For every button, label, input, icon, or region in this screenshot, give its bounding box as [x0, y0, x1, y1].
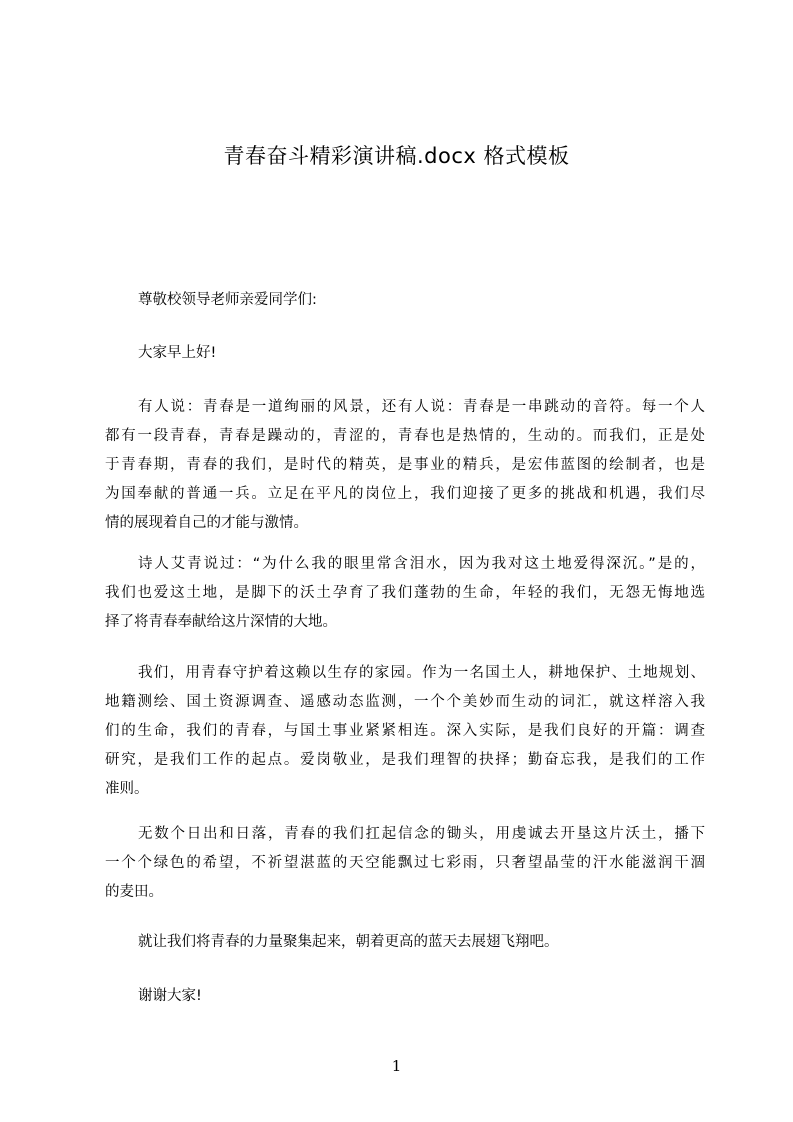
document-title: 青春奋斗精彩演讲稿.docx 格式模板 — [223, 144, 570, 168]
paragraph-line: 们的生命，我们的青春，与国土事业紧紧相连。深入实际，是我们良好的开篇：调查 — [105, 723, 705, 739]
paragraph-line: 一个个绿色的希望，不祈望湛蓝的天空能飘过七彩雨，只奢望晶莹的汗水能滋润干涸 — [105, 855, 705, 871]
paragraph-line: 地籍测绘、国土资源调查、遥感动态监测，一个个美妙而生动的词汇，就这样溶入我 — [105, 694, 705, 710]
paragraph-line: 我们也爱这土地，是脚下的沃土孕育了我们蓬勃的生命，年轻的我们，无怨无悔地选 — [105, 585, 705, 601]
paragraph-4 — [105, 820, 705, 907]
paragraph-line: 为国奉献的普通一兵。立足在平凡的岗位上，我们迎接了更多的挑战和机遇，我们尽 — [105, 486, 705, 502]
thanks: 谢谢大家! — [138, 988, 202, 1004]
paragraph-line: 无数个日出和日落，青春的我们扛起信念的锄头，用虔诚去开垦这片沃土，播下 — [138, 826, 705, 842]
paragraph-line: 择了将青春奉献给这片深情的大地。 — [105, 614, 337, 630]
paragraph-2 — [105, 550, 705, 637]
paragraph-line: 的麦田。 — [105, 884, 163, 900]
closing-line: 就让我们将青春的力量聚集起来，朝着更高的蓝天去展翅飞翔吧。 — [138, 934, 559, 950]
salutation: 大家早上好! — [138, 345, 217, 361]
greeting: 尊敬校领导老师亲爱同学们: — [138, 292, 317, 308]
paragraph-line: 准则。 — [105, 781, 149, 797]
paragraph-line: 研究，是我们工作的起点。爱岗敬业，是我们理智的抉择；勤奋忘我，是我们的工作 — [105, 752, 705, 768]
page-number: 1 — [391, 1057, 402, 1075]
paragraph-line: 都有一段青春，青春是躁动的，青涩的，青春也是热情的，生动的。而我们，正是处 — [105, 428, 705, 444]
paragraph-1 — [105, 393, 705, 538]
paragraph-line: 情的展现着自己的才能与激情。 — [105, 515, 308, 531]
paragraph-line: 有人说：青春是一道绚丽的风景，还有人说：青春是一串跳动的音符。每一个人 — [138, 399, 705, 415]
paragraph-line: 诗人艾青说过：“为什么我的眼里常含泪水，因为我对这土地爱得深沉。”是的， — [138, 556, 705, 572]
paragraph-line: 我们，用青春守护着这赖以生存的家园。作为一名国土人，耕地保护、土地规划、 — [138, 665, 705, 681]
paragraph-line: 于青春期，青春的我们，是时代的精英，是事业的精兵，是宏伟蓝图的绘制者，也是 — [105, 457, 705, 473]
paragraph-3 — [105, 659, 705, 804]
